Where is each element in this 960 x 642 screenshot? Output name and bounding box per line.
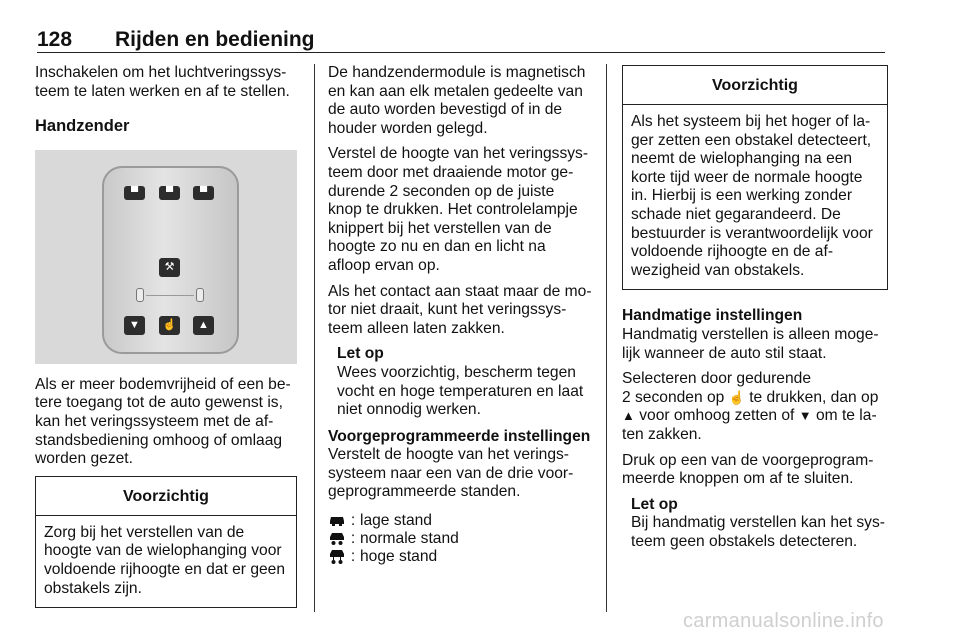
car-normal-icon: ▀ (159, 186, 180, 200)
preset-list (328, 512, 592, 566)
arrow-up-icon: ▲ (193, 316, 214, 335)
page-title: Rijden en bediening (115, 28, 315, 51)
warning-title: Voorzichtig (36, 477, 296, 516)
warning-body: Als het systeem bij het hoger of lager zetten een obstakel detecteert, neemt de wielophanging na een korte tijd weer de normale hoogte in. Hierbij is een werking zonder schade niet gegarandeerd. De bestuurder is verantwoordelijk voor voldoende rijhoogte en de afwezigheid van obstakels. (631, 113, 873, 279)
preset-intro: Verstelt de hoogte van het veringssysteem naar een van de drie voorgeprogrammeerde standen. (328, 446, 574, 501)
indicator-line (146, 295, 194, 296)
note-label: Let op (631, 495, 678, 513)
preset-label: hoge stand (360, 547, 438, 565)
remote-control-figure (35, 150, 297, 364)
warning-title: Voorzichtig (623, 66, 887, 105)
wrench-icon: ⚒ (159, 258, 180, 277)
intro-text: Inschakelen om het luchtveringssysteem te laten werken en af te stellen. (35, 64, 290, 100)
car-high-icon (328, 548, 346, 566)
column-divider (606, 64, 607, 612)
car-low-icon: ▀ (124, 186, 145, 200)
warning-box (35, 476, 297, 608)
section-heading-manual: Handmatige instellingen (622, 307, 803, 325)
warning-body: Zorg bij het verstellen van de hoogte van de wielophanging voor voldoende rijhoogte en dat er geen obstakels zijn. (44, 523, 286, 597)
preset-label: normale stand (360, 529, 459, 547)
note-text: Wees voorzichtig, bescherm tegen vocht en hoge temperaturen en laat niet onnodig werken. (337, 363, 584, 419)
section-heading-presets: Voorgeprogrammeerde instellingen (328, 427, 591, 445)
paragraph-magnetic: De handzendermodule is magnetisch en kan aan elk metalen gedeelte van de auto worden bevestigd of in de houder worden gelegd. (328, 64, 586, 137)
column-divider (314, 64, 315, 612)
list-item: : hoge stand (328, 548, 592, 566)
manual-instructions: Selecteren door gedurende 2 seconden op ☝ te drukken, dan op ▲ voor omhoog zetten of ▼ om te laten zakken. (622, 370, 879, 443)
warning-box (622, 65, 888, 290)
column-2 (328, 64, 592, 566)
note-block (328, 345, 592, 419)
remote-control (102, 166, 239, 354)
section-heading-handzender: Handzender (35, 117, 130, 136)
page-number: 128 (37, 28, 73, 51)
indicator-led-left (136, 288, 144, 302)
close-instructions: Druk op een van de voorgeprogrammeerde knoppen om af te sluiten. (622, 451, 874, 488)
paragraph-ignition: Als het contact aan staat maar de motor niet draait, kunt het veringssysteem alleen laten zakken. (328, 282, 592, 337)
note-label: Let op (337, 345, 384, 363)
preset-label: lage stand (360, 511, 432, 529)
column-3 (622, 64, 888, 559)
car-low-icon (328, 512, 346, 530)
column-1 (35, 64, 297, 608)
list-item: : lage stand (328, 512, 592, 530)
paragraph-clearance: Als er meer bodemvrijheid of een betere toegang tot de auto gewenst is, kan het veringssysteem met de afstandsbediening omhoog of omlaag worden gezet. (35, 375, 291, 468)
hand-icon: ☝ (728, 389, 745, 405)
paragraph-adjust: Verstel de hoogte van het veringssysteem door met draaiende motor gedurende 2 seconden op de juiste knop te drukken. Het controlelampje knippert bij het verstellen van de hoogte zo nu en dan en licht na afloop ervan op. (328, 145, 589, 274)
page-header (37, 28, 885, 53)
note-text: Bij handmatig verstellen kan het systeem geen obstakels detecteren. (631, 514, 885, 550)
hand-icon: ☝ (159, 316, 180, 335)
arrow-up-icon: ▲ (622, 408, 635, 424)
arrow-down-icon: ▼ (798, 408, 812, 424)
car-high-icon: ▀ (193, 186, 214, 200)
car-normal-icon (328, 530, 346, 548)
arrow-down-icon: ▼ (124, 316, 145, 335)
list-item: : normale stand (328, 530, 592, 548)
manual-intro: Handmatig verstellen is alleen mogelijk wanneer de auto stil staat. (622, 325, 879, 362)
watermark: carmanualsonline.info (683, 610, 884, 632)
indicator-led-right (196, 288, 204, 302)
note-block (622, 496, 888, 552)
